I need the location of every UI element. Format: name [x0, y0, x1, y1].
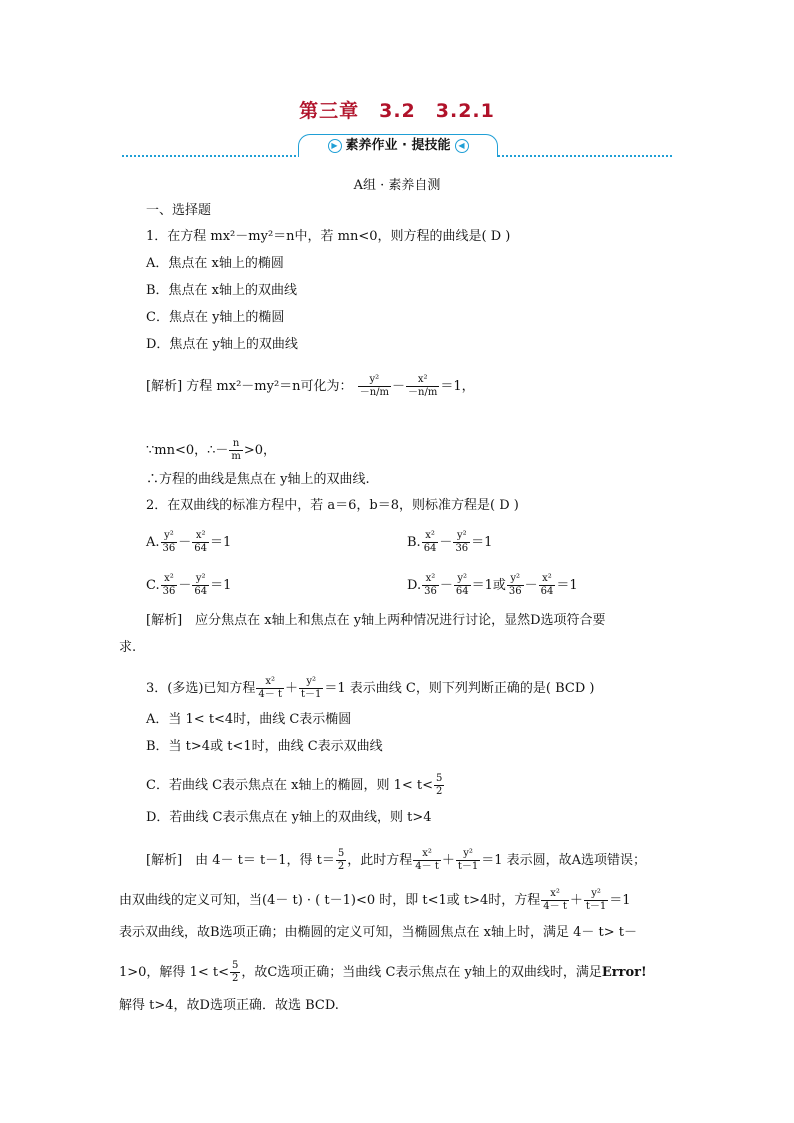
q2-option-d: D. $\frac{\text{x²}}{36}$ － $\frac{\text{y²}}{64}$ ＝1或 $\frac{\text{y²}}{36}$ － $\frac{\text{x²}}{64}$ ＝1	[407, 573, 578, 597]
error-text: Error!	[601, 965, 647, 980]
q1-option-d: D．焦点在 y轴上的双曲线	[146, 337, 298, 352]
q3-stem: 3．(多选)已知方程 $\frac{\text{x²}}{4- t}$ ＋ $\frac{\text{y²}}{t-1}$ ＝1 表示曲线 C，则下列判断正确的是( BCD )	[146, 676, 595, 700]
group-title: A组 · 素养自测	[353, 178, 441, 193]
analysis-text: 方程 mx²－my²＝n可化为：	[186, 379, 353, 394]
q2-option-c: C. $\frac{\text{x²}}{36}$ － $\frac{\text{y²}}{64}$ ＝1	[146, 573, 232, 597]
q1-stem: 1．在方程 mx²－my²＝n中，若 mn<0，则方程的曲线是( D )	[146, 229, 511, 244]
play-left-icon: ◀	[455, 139, 469, 153]
q1-analysis-line1: [解析] 方程 mx²－my²＝n可化为： $\frac{\text{y²}}{-n/m}$ － $\frac{\text{x²}}{-n/m}$ ＝1，	[146, 374, 475, 398]
q2-stem: 2．在双曲线的标准方程中，若 a＝6，b＝8，则标准方程是( D )	[146, 498, 519, 513]
banner-label: 素养作业 · 提技能	[345, 138, 451, 153]
section-banner	[298, 134, 498, 157]
play-right-icon: ▶	[328, 139, 342, 153]
q1-option-a: A．焦点在 x轴上的椭圆	[146, 256, 284, 271]
q3-analysis-line2: 由双曲线的定义可知，当(4－ t) · ( t－1)<0 时，即 t<1或 t>4时，方程 $\frac{\text{x²}}{4- t}$ ＋ $\frac{\text{y²}}{t-1}$ ＝1	[119, 888, 631, 912]
q3-option-b: B．当 t>4或 t<1时，曲线 C表示双曲线	[146, 739, 383, 754]
analysis-label: [解析]	[146, 379, 183, 394]
section-heading: 一、选择题	[146, 203, 212, 218]
q3-option-d: D．若曲线 C表示焦点在 y轴上的双曲线，则 t>4	[146, 810, 432, 825]
q2-analysis-line1: [解析] 应分焦点在 x轴上和焦点在 y轴上两种情况进行讨论，显然D选项符合要	[146, 613, 606, 628]
q3-analysis-line3: 表示双曲线，故B选项正确；由椭圆的定义可知，当椭圆焦点在 x轴上时，满足 4－ t> t－	[119, 925, 638, 940]
q2-option-b: B. $\frac{\text{x²}}{64}$ － $\frac{\text{y²}}{36}$ ＝1	[407, 530, 493, 554]
q2-analysis-line2: 求.	[119, 640, 137, 655]
q1-option-b: B．焦点在 x轴上的双曲线	[146, 283, 298, 298]
fraction: $\frac{n}{m}$	[231, 438, 241, 462]
fraction: $\frac{\text{y²}}{-n/m}$	[359, 374, 389, 398]
q1-analysis-line3: ∴方程的曲线是焦点在 y轴上的双曲线.	[146, 472, 370, 487]
chapter-title: 第三章 3.2 3.2.1	[299, 100, 495, 122]
q3-option-a: A．当 1< t<4时，曲线 C表示椭圆	[146, 712, 352, 727]
q3-analysis-line4: 1>0，解得 1< t< $\frac{5}{2}$ ，故C选项正确；当曲线 C表示焦点在 y轴上的双曲线时，满足Error!	[119, 960, 647, 984]
q3-option-c: C．若曲线 C表示焦点在 x轴上的椭圆，则 1< t< $\frac{5}{2}$	[146, 773, 443, 797]
q1-option-c: C．焦点在 y轴上的椭圆	[146, 310, 285, 325]
q1-analysis-line2: ∵mn<0，∴－ $\frac{n}{m}$ >0，	[146, 438, 277, 462]
q3-analysis-line5: 解得 t>4，故D选项正确．故选 BCD.	[119, 998, 339, 1013]
q3-analysis-line1: [解析] 由 4－ t＝ t－1，得 t＝ $\frac{5}{2}$ ，此时方程 $\frac{\text{x²}}{4- t}$ ＋ $\frac{\text{y²}}{t-1}$ ＝1 表示圆，故A选项错误；	[146, 848, 647, 872]
fraction: $\frac{\text{x²}}{-n/m}$	[408, 374, 438, 398]
q2-option-a: A. $\frac{\text{y²}}{36}$ － $\frac{\text{x²}}{64}$ ＝1	[146, 530, 232, 554]
